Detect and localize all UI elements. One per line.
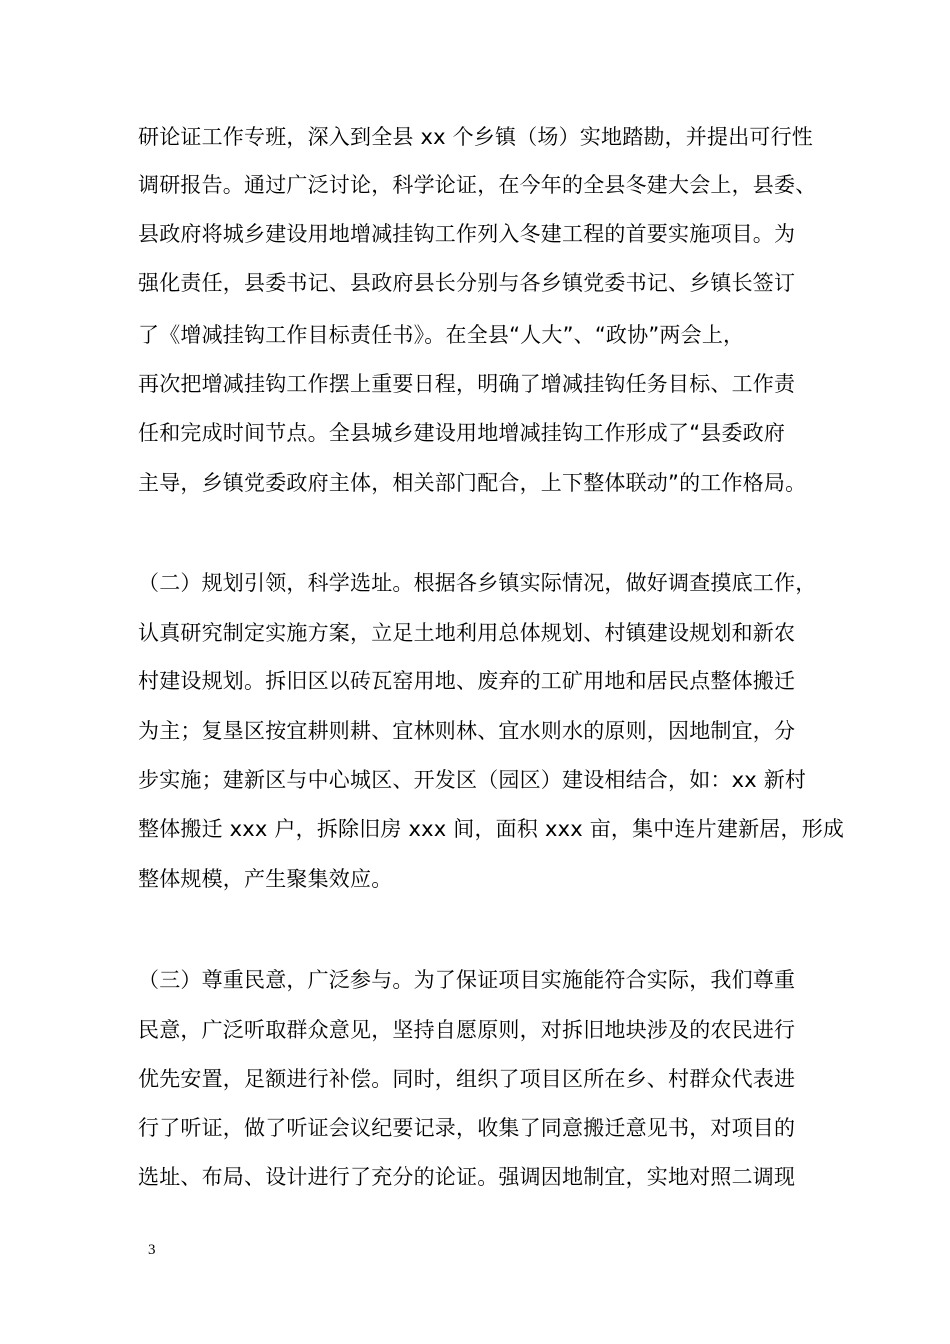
- paragraph-2-line-3: 村建设规划。拆旧区以砖瓦窑用地、废弃的工矿用地和居民点整体搬迁: [138, 669, 796, 693]
- paragraph-3-line-2: 民意，广泛听取群众意见，坚持自愿原则，对拆旧地块涉及的农民进行: [138, 1018, 796, 1042]
- paragraph-3-line-5: 选址、布局、设计进行了充分的论证。强调因地制宜，实地对照二调现: [138, 1165, 796, 1189]
- paragraph-1-line-5: 了《增减挂钩工作目标责任书》。在全县“人大”、“政协”两会上，: [138, 323, 745, 347]
- paragraph-1-line-7: 任和完成时间节点。全县城乡建设用地增减挂钩工作形成了“县委政府: [138, 421, 786, 445]
- paragraph-1-line-8: 主导，乡镇党委政府主体，相关部门配合，上下整体联动”的工作格局。: [138, 471, 807, 495]
- paragraph-3-line-4: 行了听证，做了听证会议纪要记录，收集了同意搬迁意见书，对项目的: [138, 1116, 796, 1140]
- paragraph-2-line-5: 步实施；建新区与中心城区、开发区（园区）建设相结合，如：xx 新村: [138, 768, 807, 792]
- paragraph-2-line-7: 整体规模，产生聚集效应。: [138, 867, 393, 891]
- paragraph-1-line-2: 调研报告。通过广泛讨论，科学论证，在今年的全县冬建大会上，县委、: [138, 173, 817, 197]
- paragraph-2-line-4: 为主；复垦区按宜耕则耕、宜林则林、宜水则水的原则，因地制宜，分: [138, 719, 796, 743]
- paragraph-2-line-2: 认真研究制定实施方案，立足土地利用总体规划、村镇建设规划和新农: [138, 621, 796, 645]
- paragraph-3-line-1: （三）尊重民意，广泛参与。为了保证项目实施能符合实际，我们尊重: [138, 968, 796, 992]
- paragraph-1-line-1: 研论证工作专班，深入到全县 xx 个乡镇（场）实地踏勘，并提出可行性: [138, 125, 814, 149]
- paragraph-3-line-3: 优先安置，足额进行补偿。同时，组织了项目区所在乡、村群众代表进: [138, 1067, 796, 1091]
- paragraph-1-line-3: 县政府将城乡建设用地增减挂钩工作列入冬建工程的首要实施项目。为: [138, 222, 796, 246]
- paragraph-2-line-1: （二）规划引领，科学选址。根据各乡镇实际情况，做好调查摸底工作，: [138, 571, 817, 595]
- paragraph-1-line-4: 强化责任，县委书记、县政府县长分别与各乡镇党委书记、乡镇长签订: [138, 271, 796, 295]
- paragraph-1-line-6: 再次把增减挂钩工作摆上重要日程，明确了增减挂钩任务目标、工作责: [138, 372, 796, 396]
- paragraph-2-line-6: 整体搬迁 xxx 户，拆除旧房 xxx 间，面积 xxx 亩，集中连片建新居，形成: [138, 817, 845, 841]
- page-number: 3: [148, 1242, 156, 1258]
